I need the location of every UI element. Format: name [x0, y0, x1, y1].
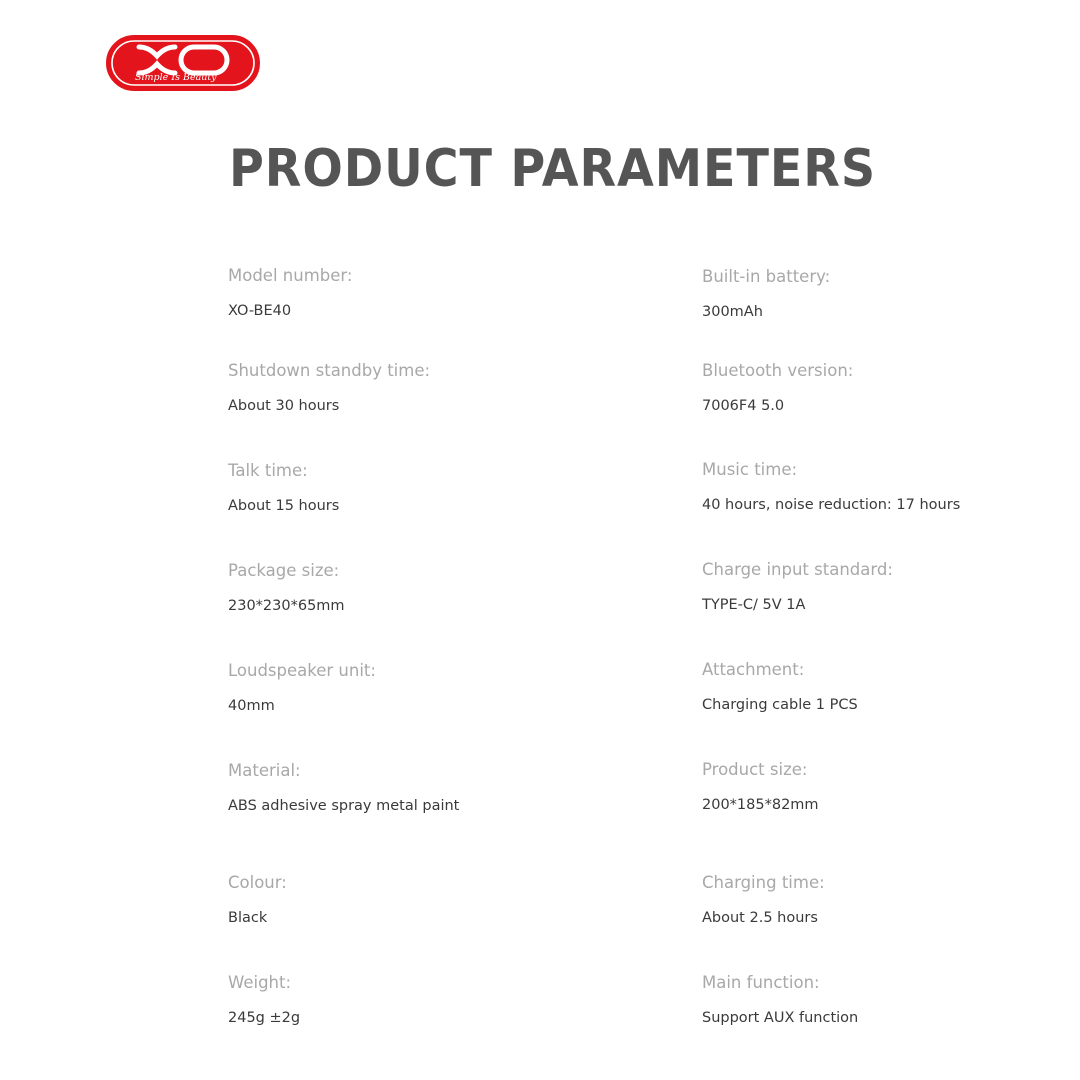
param-label: Shutdown standby time:	[228, 361, 431, 380]
param-label: Weight:	[228, 973, 292, 992]
param-label: Loudspeaker unit:	[228, 661, 376, 680]
param-label: Main function:	[702, 973, 820, 992]
param-label: Bluetooth version:	[702, 361, 854, 380]
param-attachment	[702, 660, 1062, 714]
param-label: Attachment:	[702, 660, 805, 679]
param-charging-time	[702, 873, 1062, 927]
param-value: 200*185*82mm	[702, 797, 819, 813]
param-label: Charge input standard:	[702, 560, 893, 579]
param-music-time	[702, 460, 1062, 514]
brand-logo	[105, 34, 261, 92]
param-label: Music time:	[702, 460, 798, 479]
param-label: Material:	[228, 761, 301, 780]
param-weight	[228, 973, 588, 1027]
param-talk-time	[228, 461, 588, 515]
param-label: Colour:	[228, 873, 287, 892]
xo-logo-icon	[105, 34, 261, 92]
param-value: Support AUX function	[702, 1010, 859, 1026]
param-shutdown-standby-time	[228, 361, 588, 415]
param-label: Built-in battery:	[702, 267, 831, 286]
param-main-function	[702, 973, 1062, 1027]
param-charge-input-standard	[702, 560, 1062, 614]
param-value: Black	[228, 910, 268, 926]
param-value: 230*230*65mm	[228, 598, 345, 614]
param-product-size	[702, 760, 1062, 814]
param-value: ABS adhesive spray metal paint	[228, 798, 460, 814]
param-bluetooth-version	[702, 361, 1062, 415]
page-title: PRODUCT PARAMETERS	[229, 139, 877, 199]
param-built-in-battery	[702, 267, 1062, 321]
param-value: 245g ±2g	[228, 1010, 301, 1026]
param-value: XO-BE40	[228, 303, 292, 319]
param-value: 7006F4 5.0	[702, 398, 785, 414]
param-material	[228, 761, 588, 815]
param-value: 300mAh	[702, 304, 763, 320]
param-label: Package size:	[228, 561, 340, 580]
param-package-size	[228, 561, 588, 615]
param-value: Charging cable 1 PCS	[702, 697, 858, 713]
param-value: 40mm	[228, 698, 275, 714]
param-loudspeaker-unit	[228, 661, 588, 715]
param-value: About 15 hours	[228, 498, 340, 514]
param-label: Product size:	[702, 760, 808, 779]
param-value: About 30 hours	[228, 398, 340, 414]
param-colour	[228, 873, 588, 927]
svg-text:Simple Is Beauty: Simple Is Beauty	[135, 72, 217, 83]
param-label: Charging time:	[702, 873, 825, 892]
param-value: About 2.5 hours	[702, 910, 818, 926]
param-value: 40 hours, noise reduction: 17 hours	[702, 497, 961, 513]
param-model-number	[228, 266, 588, 320]
param-label: Talk time:	[228, 461, 308, 480]
param-label: Model number:	[228, 266, 353, 285]
param-value: TYPE-C/ 5V 1A	[702, 597, 806, 613]
